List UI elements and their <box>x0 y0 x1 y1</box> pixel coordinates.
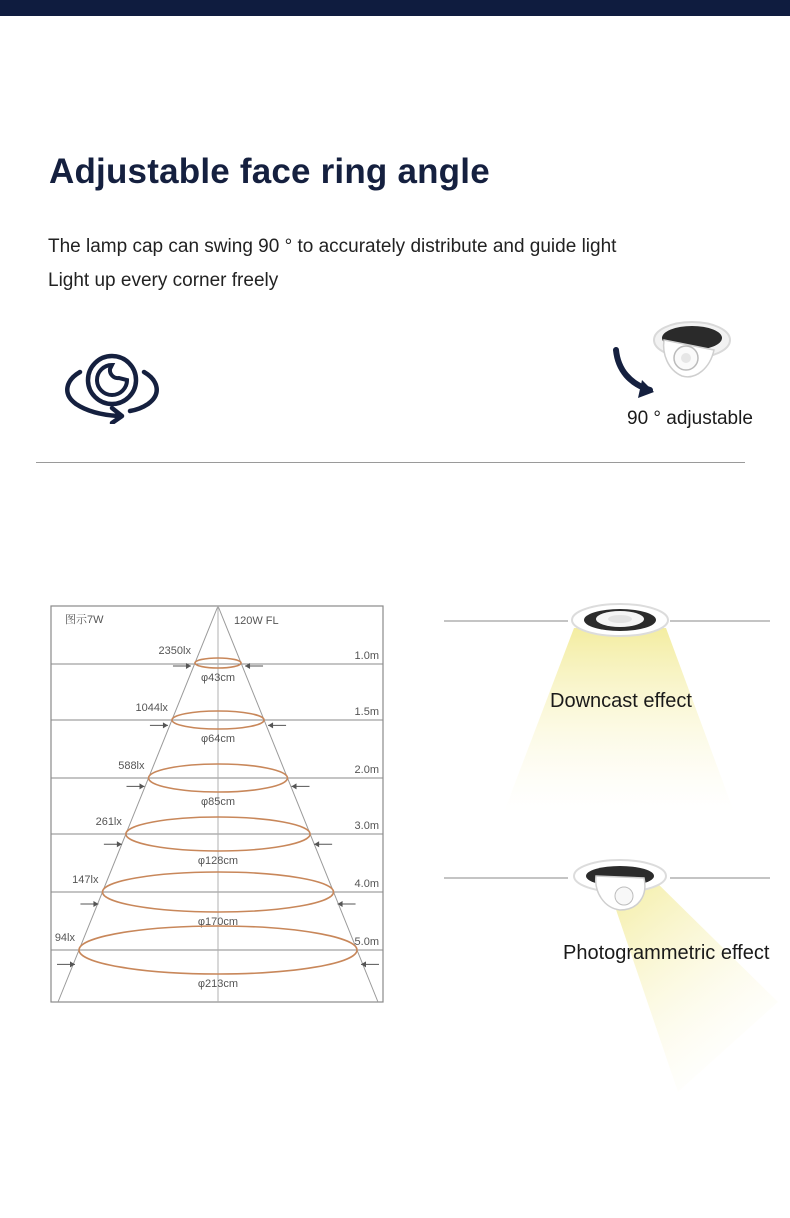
photogrammetric-illustration <box>444 852 784 1092</box>
downcast-effect <box>444 592 774 822</box>
distance-label: 1.5m <box>354 706 379 718</box>
chart-lamp-label: 120W FL <box>234 615 279 627</box>
diameter-label: φ85cm <box>200 796 236 808</box>
illuminance-chart <box>48 602 386 1006</box>
lux-label: 261lx <box>95 816 122 828</box>
rotate-360-icon <box>62 348 164 424</box>
lux-label: 2350lx <box>158 645 191 657</box>
distance-label: 2.0m <box>354 764 379 776</box>
diameter-label: φ128cm <box>197 855 239 867</box>
description-line-1: The lamp cap can swing 90 ° to accurately distribute and guide light <box>48 236 617 257</box>
diameter-label: φ213cm <box>197 978 239 990</box>
downcast-label: Downcast effect <box>550 690 692 712</box>
photogrammetric-effect <box>444 852 784 1092</box>
diameter-label: φ43cm <box>200 672 236 684</box>
top-bar <box>0 0 790 16</box>
diameter-label: φ64cm <box>200 733 236 745</box>
distance-label: 5.0m <box>354 936 379 948</box>
distance-label: 4.0m <box>354 878 379 890</box>
diameter-label: φ170cm <box>197 916 239 928</box>
tilted-downlight-icon <box>606 314 736 406</box>
lux-label: 1044lx <box>135 702 168 714</box>
description-line-2: Light up every corner freely <box>48 270 279 291</box>
page-title: Adjustable face ring angle <box>49 152 490 191</box>
lux-label: 147lx <box>72 874 99 886</box>
chart-corner-label: 图示7W <box>65 614 104 626</box>
lux-label: 588lx <box>118 760 145 772</box>
adjustable-label: 90 ° adjustable <box>627 408 753 429</box>
section-divider <box>36 462 745 463</box>
distance-label: 1.0m <box>354 650 379 662</box>
photogrammetric-label: Photogrammetric effect <box>563 942 770 964</box>
lux-label: 94lx <box>54 932 76 944</box>
distance-label: 3.0m <box>354 820 379 832</box>
